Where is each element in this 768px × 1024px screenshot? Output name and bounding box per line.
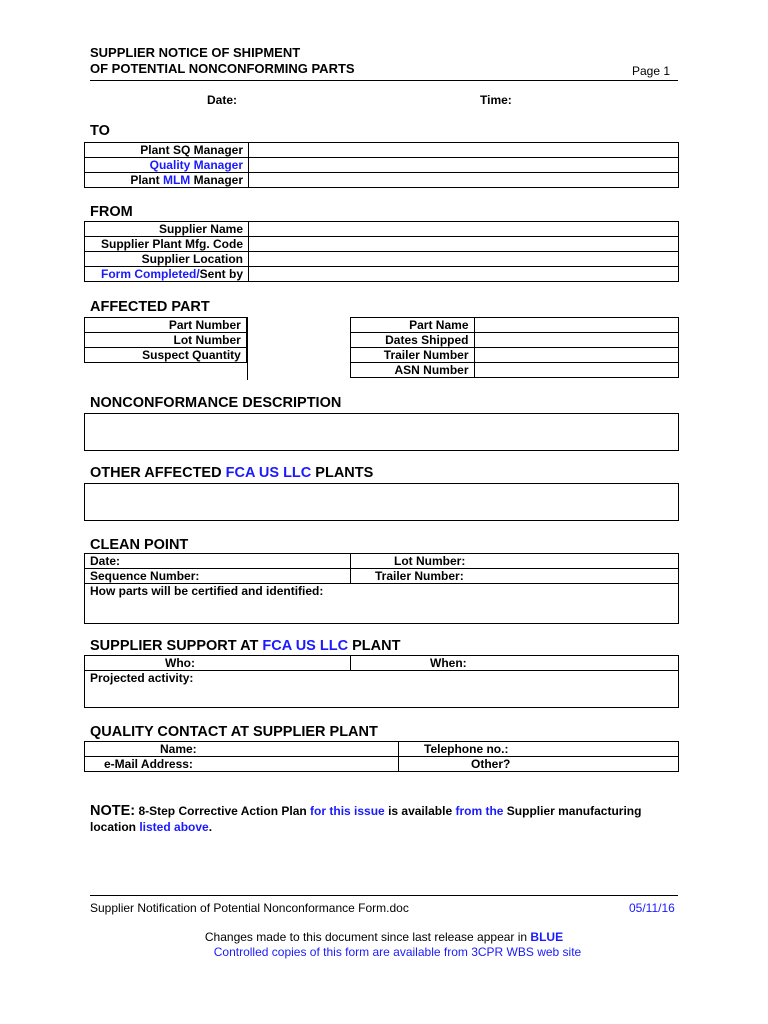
table-row <box>85 173 679 188</box>
table-row <box>85 222 679 237</box>
asn-number-field[interactable] <box>474 363 679 378</box>
table-row <box>85 318 679 333</box>
footer-changes-note: Changes made to this document since last release appear in BLUE <box>204 930 564 944</box>
other-plants-heading: OTHER AFFECTED FCA US LLC PLANTS <box>90 465 374 481</box>
plant-mlm-manager-label: Plant MLM Manager <box>85 173 249 188</box>
asn-number-label: ASN Number <box>350 363 474 378</box>
title-line-2: OF POTENTIAL NONCONFORMING PARTS <box>90 61 355 76</box>
footer-divider <box>90 895 678 896</box>
who-field[interactable]: Who: <box>85 656 351 671</box>
to-table <box>84 142 679 188</box>
nonconformance-description-field[interactable] <box>84 413 679 451</box>
supplier-plant-code-field[interactable] <box>249 237 679 252</box>
when-field[interactable]: When: <box>351 656 679 671</box>
table-row <box>85 252 679 267</box>
header-divider <box>90 80 678 81</box>
clean-sequence-field[interactable]: Sequence Number: <box>85 569 351 584</box>
plant-mlm-manager-field[interactable] <box>249 173 679 188</box>
table-row <box>85 143 679 158</box>
table-row <box>85 671 679 708</box>
supplier-support-heading: SUPPLIER SUPPORT AT FCA US LLC PLANT <box>90 638 401 654</box>
document-title <box>90 45 355 77</box>
to-heading: TO <box>90 123 110 139</box>
suspect-quantity-label: Suspect Quantity <box>85 348 247 363</box>
table-row <box>85 569 679 584</box>
table-row <box>85 237 679 252</box>
footer-filename: Supplier Notification of Potential Nonconformance Form.doc <box>90 901 409 915</box>
from-table <box>84 221 679 282</box>
table-row <box>85 554 679 569</box>
table-row <box>85 584 679 624</box>
time-label: Time: <box>480 93 512 107</box>
part-name-label: Part Name <box>350 318 474 333</box>
supplier-name-field[interactable] <box>249 222 679 237</box>
quality-manager-field[interactable] <box>249 158 679 173</box>
quality-contact-heading: QUALITY CONTACT AT SUPPLIER PLANT <box>90 724 378 740</box>
clean-point-heading: CLEAN POINT <box>90 537 189 553</box>
table-row <box>85 363 679 378</box>
supplier-location-field[interactable] <box>249 252 679 267</box>
nonconformance-heading: NONCONFORMANCE DESCRIPTION <box>90 395 342 411</box>
supplier-location-label: Supplier Location <box>85 252 249 267</box>
table-row <box>85 656 679 671</box>
form-completed-label: Form Completed/Sent by <box>85 267 249 282</box>
plant-sq-manager-label: Plant SQ Manager <box>85 143 249 158</box>
quality-manager-label: Quality Manager <box>85 158 249 173</box>
supplier-support-table <box>84 655 679 708</box>
from-heading: FROM <box>90 204 133 220</box>
part-number-label: Part Number <box>85 318 247 333</box>
supplier-name-label: Supplier Name <box>85 222 249 237</box>
dates-shipped-field[interactable] <box>474 333 679 348</box>
certified-identified-field[interactable]: How parts will be certified and identified: <box>85 584 679 624</box>
note-paragraph: NOTE: 8-Step Corrective Action Plan for this issue is available from the Supplier manufacturing location listed above. <box>90 803 642 834</box>
dates-shipped-label: Dates Shipped <box>350 333 474 348</box>
table-row <box>85 267 679 282</box>
contact-email-field[interactable]: e-Mail Address: <box>85 757 399 772</box>
contact-other-field[interactable]: Other? <box>399 757 679 772</box>
trailer-number-field[interactable] <box>474 348 679 363</box>
affected-part-table <box>84 317 679 378</box>
part-name-field[interactable] <box>474 318 679 333</box>
contact-name-field[interactable]: Name: <box>85 742 399 757</box>
clean-trailer-field[interactable]: Trailer Number: <box>351 569 679 584</box>
table-row <box>85 333 679 348</box>
footer-controlled-copies: Controlled copies of this form are available from 3CPR WBS web site <box>213 945 582 959</box>
table-row <box>85 348 679 363</box>
quality-contact-table <box>84 741 679 772</box>
table-row <box>85 742 679 757</box>
note-label: NOTE: <box>90 803 136 819</box>
clean-point-table <box>84 553 679 624</box>
trailer-number-label: Trailer Number <box>350 348 474 363</box>
title-line-1: SUPPLIER NOTICE OF SHIPMENT <box>90 45 301 60</box>
clean-date-field[interactable]: Date: <box>85 554 351 569</box>
page-number: Page 1 <box>632 64 671 78</box>
date-label: Date: <box>207 93 238 107</box>
affected-part-heading: AFFECTED PART <box>90 299 210 315</box>
plant-sq-manager-field[interactable] <box>249 143 679 158</box>
contact-telephone-field[interactable]: Telephone no.: <box>399 742 679 757</box>
projected-activity-field[interactable]: Projected activity: <box>85 671 679 708</box>
lot-number-label: Lot Number <box>85 333 247 348</box>
form-completed-field[interactable] <box>249 267 679 282</box>
table-row <box>85 158 679 173</box>
table-row <box>85 757 679 772</box>
footer-date: 05/11/16 <box>629 901 675 915</box>
clean-lot-field[interactable]: Lot Number: <box>351 554 679 569</box>
supplier-plant-code-label: Supplier Plant Mfg. Code <box>85 237 249 252</box>
other-plants-field[interactable] <box>84 483 679 521</box>
